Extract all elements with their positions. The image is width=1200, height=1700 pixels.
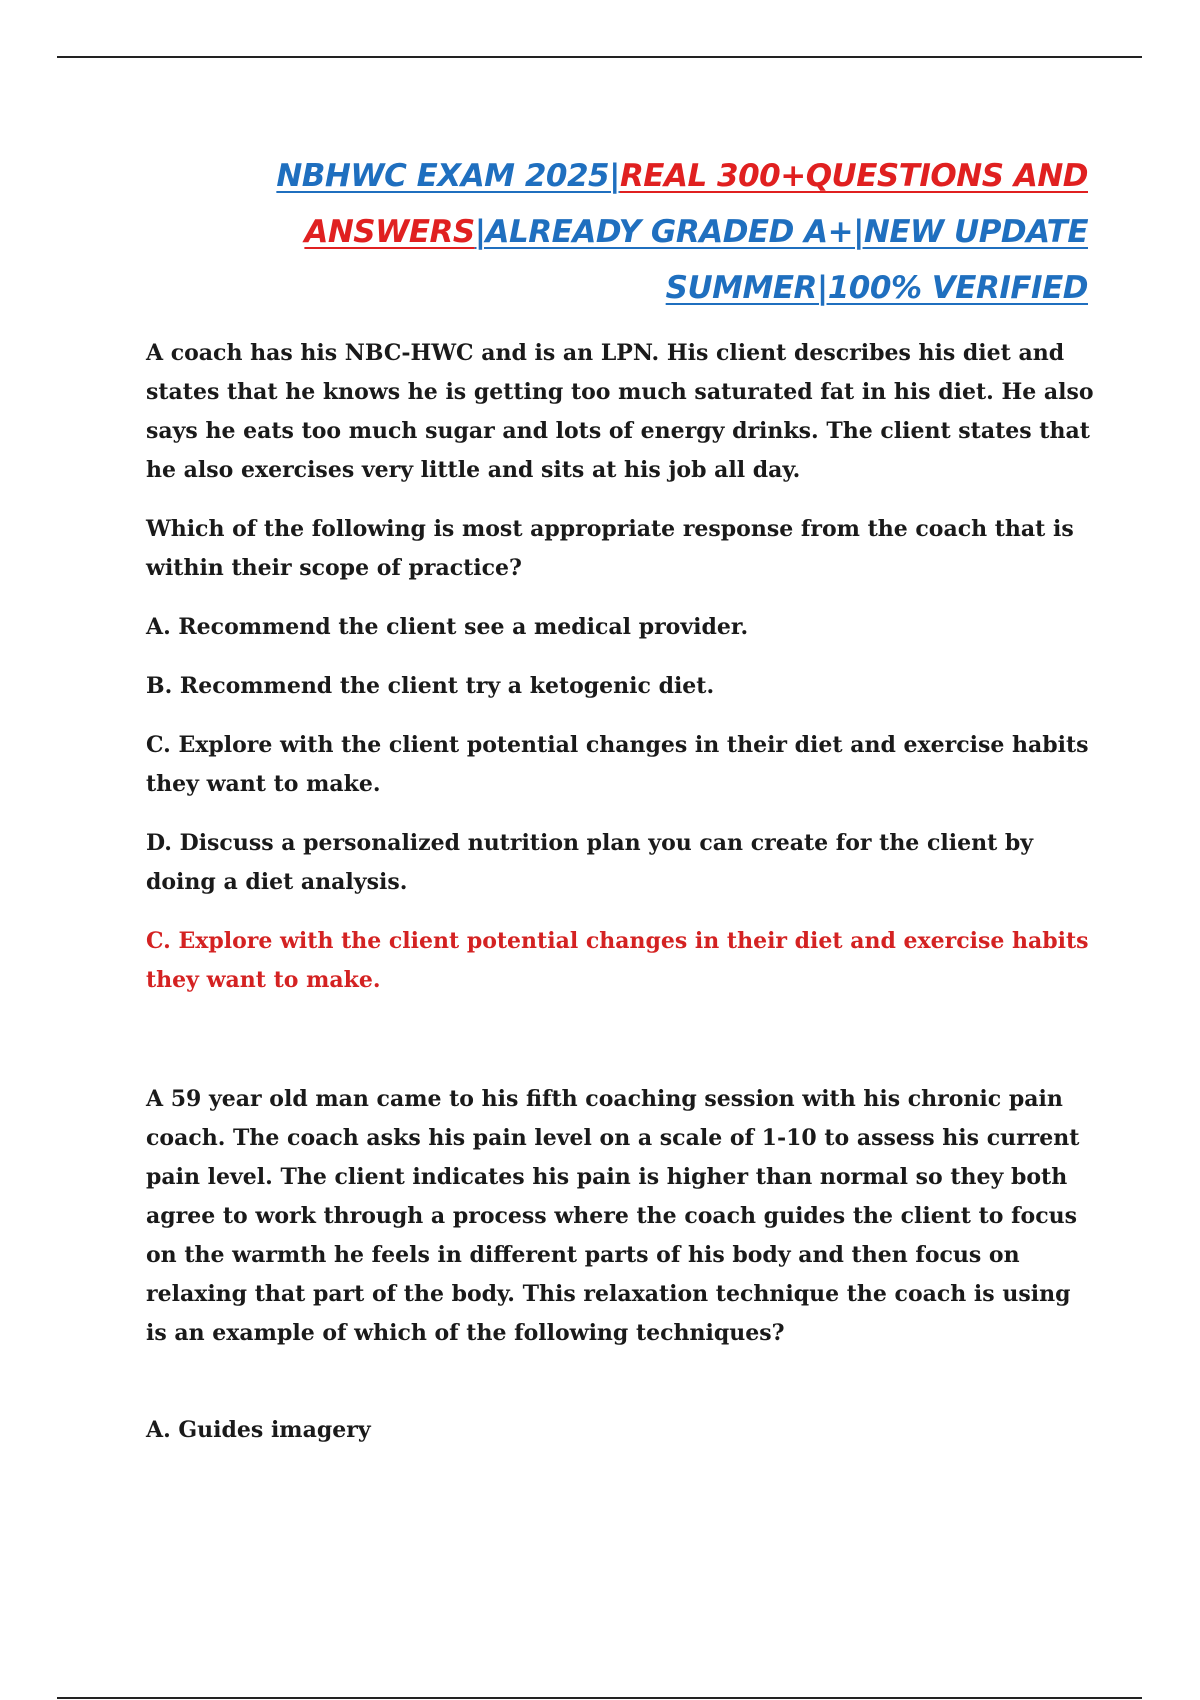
question-1-option-b: B. Recommend the client try a ketogenic diet.: [146, 673, 715, 699]
spacer: [146, 1020, 1096, 1080]
question-1-option-a: A. Recommend the client see a medical provider.: [146, 614, 749, 640]
question-1-answer: C. Explore with the client potential changes in their diet and exercise habits they want to make.: [146, 928, 1089, 993]
bottom-rule: [57, 1697, 1142, 1699]
top-rule: [57, 56, 1142, 58]
title-part-exam: NBHWC EXAM 2025|: [276, 158, 620, 194]
document-title: [200, 148, 1088, 316]
question-1-option-c: C. Explore with the client potential changes in their diet and exercise habits they want to make.: [146, 732, 1089, 797]
spacer: [146, 1373, 1096, 1411]
question-1-stem: A coach has his NBC-HWC and is an LPN. His client describes his diet and states that he knows he is getting too much saturated fat in his diet. He also says he eats too much sugar and lots of energy drinks. The client states that he also exercises very little and sits at his job all day.: [146, 340, 1094, 483]
title-part-questions: REAL 300+QUESTIONS AND ANSWERS: [304, 158, 1088, 250]
document-body: [146, 334, 1096, 1470]
question-2-option-a: A. Guides imagery: [146, 1417, 371, 1443]
title-part-verified: |ALREADY GRADED A+|NEW UPDATE SUMMER|100% VERIFIED: [474, 214, 1088, 306]
question-1-option-d: D. Discuss a personalized nutrition plan you can create for the client by doing a diet analysis.: [146, 830, 1034, 895]
question-2-stem: A 59 year old man came to his fifth coaching session with his chronic pain coach. The coach asks his pain level on a scale of 1-10 to assess his current pain level. The client indicates his pain is higher than normal so they both agree to work through a process where the coach guides the client to focus on the warmth he feels in different parts of his body and then focus on relaxing that part of the body. This relaxation technique the coach is using is an example of which of the following techniques?: [146, 1086, 1080, 1346]
question-1-prompt: Which of the following is most appropriate response from the coach that is within their scope of practice?: [146, 516, 1074, 581]
